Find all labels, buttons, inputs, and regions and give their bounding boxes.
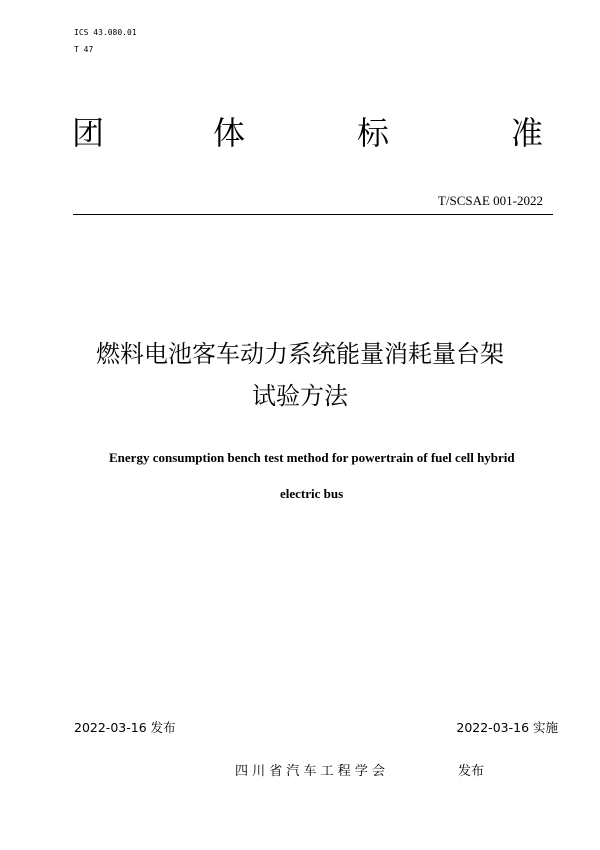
ics-code: ICS 43.080.01 [74, 28, 137, 37]
standard-type-char-3: 标 [357, 114, 390, 152]
standard-type-char-2: 体 [213, 114, 246, 152]
standard-type-char-4: 准 [511, 114, 544, 152]
ccs-code: T 47 [74, 45, 94, 54]
implement-date: 2022-03-16 实施 [456, 720, 558, 735]
issue-date: 2022-03-16 发布 [74, 720, 176, 735]
title-zh-line-1: 燃料电池客车动力系统能量消耗量台架 [96, 340, 504, 368]
header-divider [73, 214, 553, 215]
document-number: T/SCSAE 001-2022 [437, 193, 543, 208]
standard-type-char-1: 团 [72, 114, 105, 152]
publisher-name: 四 川 省 汽 车 工 程 学 会 [235, 764, 386, 779]
title-en-line-2: electric bus [280, 486, 344, 501]
publisher-action: 发布 [458, 764, 485, 779]
title-en-line-1: Energy consumption bench test method for powertrain of fuel cell hybrid [109, 450, 515, 465]
title-zh-line-2: 试验方法 [252, 382, 348, 410]
